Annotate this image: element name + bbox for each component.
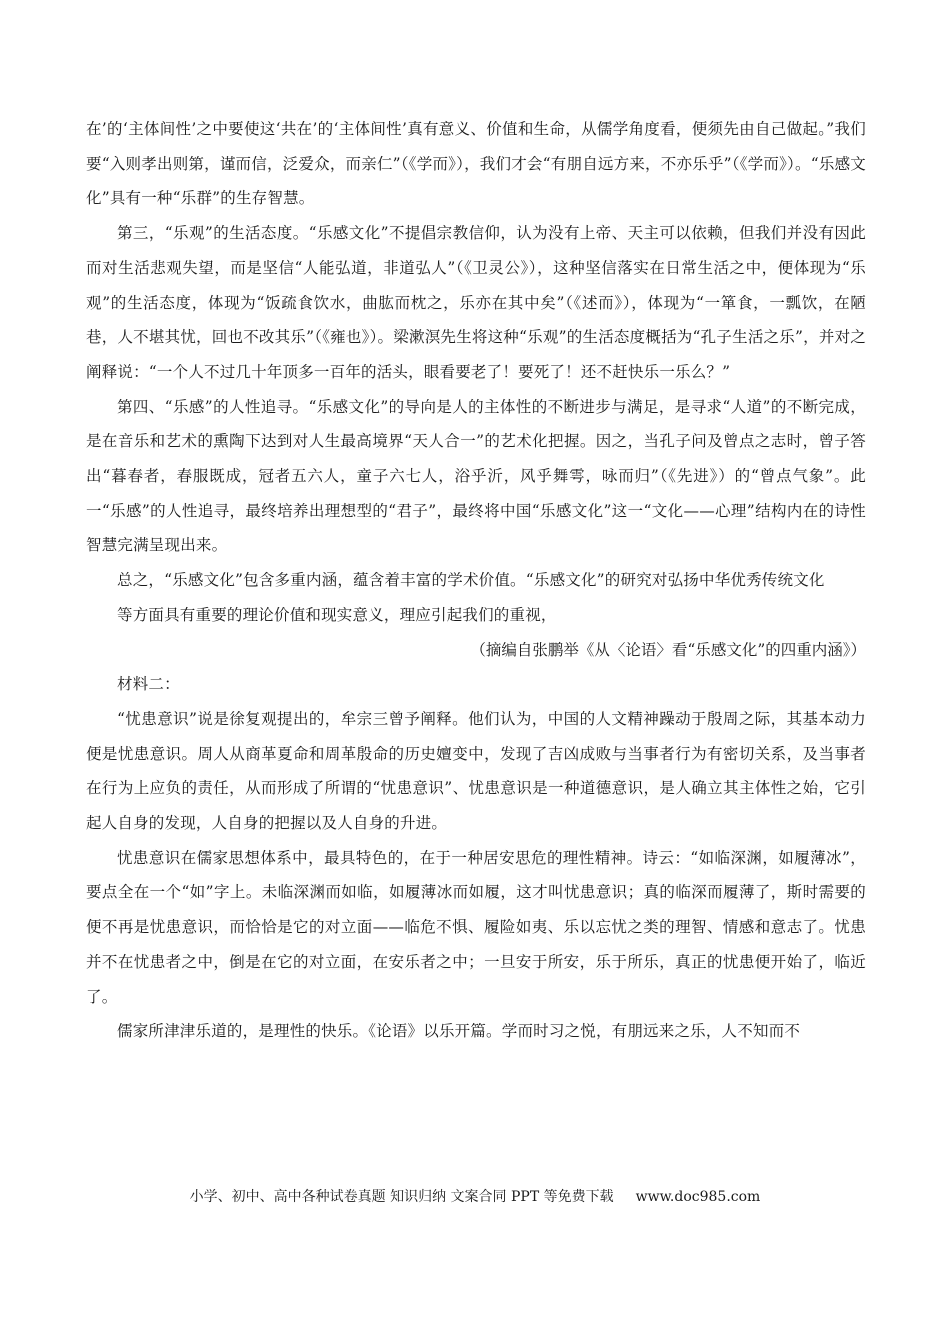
paragraph-third-point: 第三，“乐观”的生活态度。“乐感文化”不提倡宗教信仰，认为没有上帝、天主可以依赖，但我们并没有因此而对生活悲观失望，而是坚信“人能弘道，非道弘人”（《卫灵公》），这种坚信落实在日常生活之中，便体现为“乐观”的生活态度，体现为“饭疏食饮水，曲肱而枕之，乐亦在其中矣”（《述而》），体现为“一箪食，一瓢饮，在陋巷，人不堪其忧，回也不改其乐”（《雍也》）。梁漱溟先生将这种“乐观”的生活态度概括为“孔子生活之乐”，并对之阐释说：“一个人不过几十年顶多一百年的活头，眼看要老了！要死了！还不赶快乐一乐么？”: [86, 224, 866, 381]
document-body: [86, 112, 866, 1049]
paragraph-youhuan-spirit: 忧患意识在儒家思想体系中，最具特色的，在于一种居安思危的理性精神。诗云：“如临深渊，如履薄冰”，要点全在一个“如”字上。未临深渊而如临，如履薄冰而如履，这才叫忧患意识；真的临深而履薄了，斯时需要的便不再是忧患意识，而恰恰是它的对立面——临危不惧、履险如夷、乐以忘忧之类的理智、情感和意志了。忧患并不在忧患者之中，倒是在它的对立面，在安乐者之中；一旦安于所安，乐于所乐，真正的忧患便开始了，临近了。: [86, 848, 866, 1006]
footer-text: 小学、初中、高中各种试卷真题 知识归纳 文案合同 PPT 等免费下载: [189, 1189, 614, 1205]
footer-url[interactable]: www.doc985.com: [635, 1189, 761, 1205]
page-footer: [0, 1186, 950, 1206]
paragraph-continuation: 在’的‘主体间性’之中要使这‘共在’的‘主体间性’真有意义、价值和生命，从儒学角度看，便须先由自己做起。”我们要“入则孝出则第，谨而信，泛爱众，而亲仁”（《学而》），我们才会“有朋自远方来，不亦乐乎”（《学而》）。“乐感文化”具有一种“乐群”的生存智慧。: [86, 120, 866, 208]
paragraph-conclusion: 总之，“乐感文化”包含多重内涵，蕴含着丰富的学术价值。“乐感文化”的研究对弘扬中华优秀传统文化: [117, 571, 825, 590]
material-two-heading: 材料二：: [117, 675, 180, 694]
paragraph-conclusion-cont: 等方面具有重要的理论价值和现实意义，理应引起我们的重视，: [117, 605, 557, 624]
paragraph-fourth-point: 第四、“乐感”的人性追寻。“乐感文化”的导向是人的主体性的不断进步与满足，是寻求“人道”的不断完成，是在音乐和艺术的熏陶下达到对人生最高境界“天人合一”的艺术化把握。因之，当孔子问及曾点之志时，曾子答出“暮春者，春服既成，冠者五六人，童子六七人，浴乎沂，风乎舞雩，咏而归”（《先进》）的“曾点气象”。此一“乐感”的人性追寻，最终培养出理想型的“君子”，最终将中国“乐感文化”这一“文化——心理”结构内在的诗性智慧完满呈现出来。: [86, 397, 866, 555]
source-citation: （摘编自张鹏举《从〈论语〉看“乐感文化”的四重内涵》）: [470, 640, 866, 659]
paragraph-youhuan-origin: “忧患意识”说是徐复观提出的，牟宗三曾予阐释。他们认为，中国的人文精神躁动于殷周之际，其基本动力便是忧患意识。周人从商革夏命和周革殷命的历史嬗变中，发现了吉凶成败与当事者行为有密切关系，及当事者在行为上应负的责任，从而形成了所谓的“忧患意识”、忧患意识是一种道德意识，是人确立其主体性之始，它引起人自身的发现，人自身的把握以及人自身的升进。: [86, 709, 866, 833]
paragraph-rational-joy: 儒家所津津乐道的，是理性的快乐。《论语》以乐开篇。学而时习之悦，有朋远来之乐，人不知而不: [117, 1022, 801, 1041]
